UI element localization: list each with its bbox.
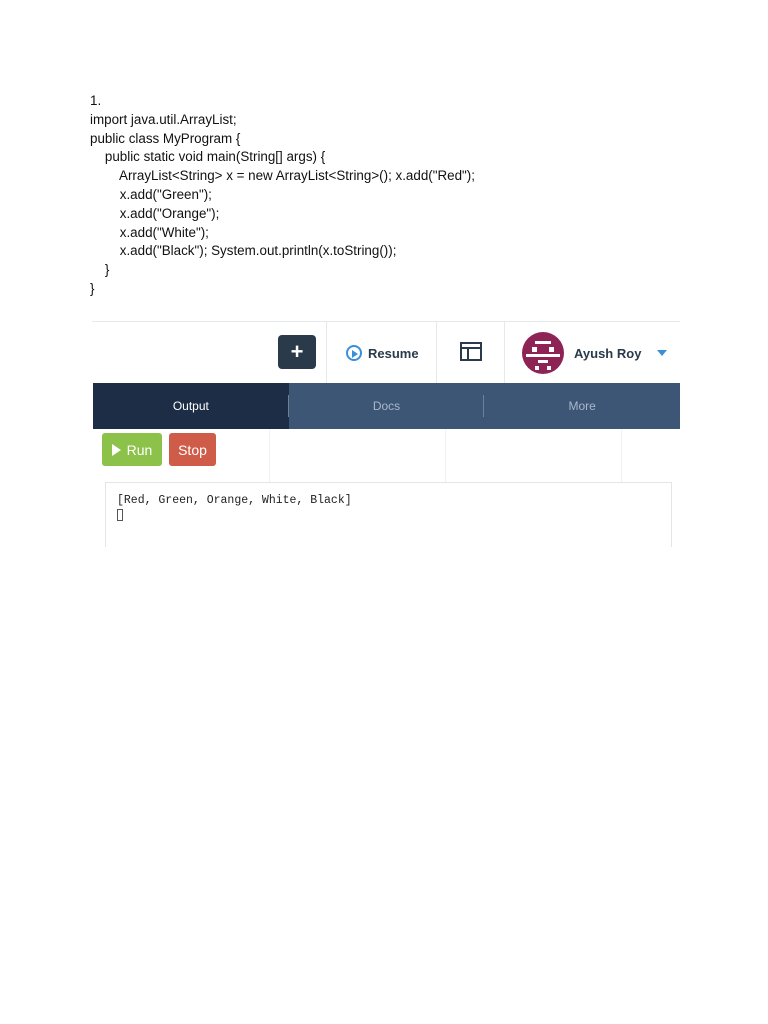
divider — [326, 322, 327, 383]
run-button[interactable] — [102, 433, 162, 466]
tab-more-label: More — [568, 399, 596, 413]
tab-bar — [93, 383, 680, 429]
window-icon[interactable] — [460, 342, 482, 361]
tab-docs[interactable] — [289, 383, 485, 429]
console-output[interactable] — [105, 482, 672, 547]
ide-topbar — [92, 322, 680, 383]
tab-more[interactable] — [484, 383, 680, 429]
code-line: public static void main(String[] args) { — [90, 149, 326, 165]
tab-docs-label: Docs — [372, 399, 401, 413]
code-line: } — [90, 262, 110, 278]
divider — [504, 322, 505, 383]
window-icon-bar — [462, 347, 480, 349]
tab-output-label: Output — [172, 399, 209, 413]
code-line: 1. — [90, 93, 102, 108]
code-line: x.add("Green"); — [90, 186, 212, 202]
code-line: x.add("Black"); System.out.println(x.toString()); — [90, 243, 397, 259]
play-icon — [112, 444, 121, 456]
code-line: public class MyProgram { — [90, 130, 241, 146]
avatar — [522, 332, 564, 374]
code-line: x.add("White"); — [90, 224, 209, 240]
code-line: import java.util.ArrayList; — [90, 111, 237, 127]
run-label: Run — [126, 441, 153, 458]
text-cursor — [117, 509, 123, 521]
user-menu[interactable] — [522, 332, 667, 374]
output-panel — [93, 429, 680, 547]
add-button[interactable]: + — [278, 335, 316, 369]
ide-screenshot — [92, 321, 680, 547]
resume-label: Resume — [368, 345, 419, 361]
code-listing — [90, 92, 475, 299]
window-icon-side — [467, 349, 469, 359]
code-line: ArrayList<String> x = new ArrayList<String>(); x.add("Red"); — [90, 168, 475, 184]
user-name: Ayush Roy — [574, 345, 642, 361]
divider — [436, 322, 437, 383]
code-line: } — [90, 280, 95, 296]
play-circle-icon — [346, 345, 362, 361]
console-text: [Red, Green, Orange, White, Black] — [117, 494, 352, 507]
caret-down-icon — [657, 350, 667, 356]
resume-button[interactable] — [346, 342, 419, 364]
tab-output[interactable] — [93, 383, 289, 429]
stop-button[interactable]: Stop — [169, 433, 216, 466]
code-line: x.add("Orange"); — [90, 205, 220, 221]
